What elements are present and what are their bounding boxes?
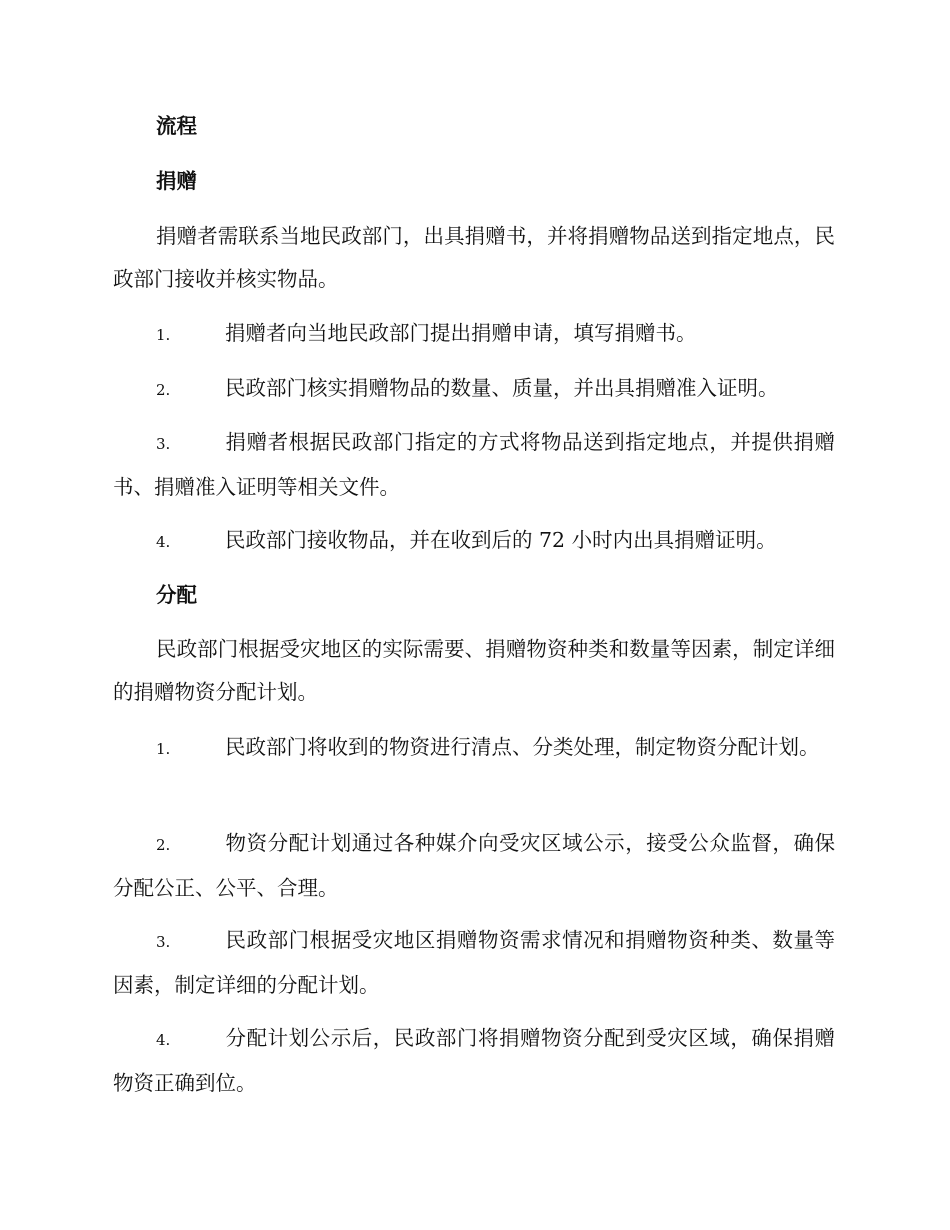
list-number: 4. (156, 533, 171, 551)
distribution-intro-paragraph: 民政部门根据受灾地区的实际需要、捐赠物资种类和数量等因素，制定详细的捐赠物资分配计划。 (113, 637, 835, 704)
list-item-text: 捐赠者根据民政部门指定的方式将物品送到指定地点，并提供捐赠书、捐赠准入证明等相关文件。 (113, 430, 835, 499)
list-number: 3. (156, 933, 171, 951)
distribution-list-item-1 (113, 726, 835, 771)
list-item-text: 民政部门核实捐赠物品的数量、质量，并出具捐赠准入证明。 (225, 376, 779, 400)
donation-list-item-3 (113, 421, 835, 509)
list-item-text: 分配计划公示后，民政部门将捐赠物资分配到受灾区域，确保捐赠物资正确到位。 (113, 1026, 835, 1095)
list-number: 1. (156, 326, 171, 344)
heading-donation: 捐赠 (156, 169, 197, 193)
distribution-list-item-4 (113, 1017, 835, 1105)
distribution-list-item-3 (113, 919, 835, 1007)
donation-intro-paragraph: 捐赠者需联系当地民政部门，出具捐赠书，并将捐赠物品送到指定地点，民政部门接收并核实物品。 (113, 224, 835, 291)
list-number: 2. (156, 381, 171, 399)
list-number: 1. (156, 740, 171, 758)
list-number: 3. (156, 435, 171, 453)
donation-list-item-2 (113, 367, 835, 412)
donation-list-item-1 (113, 312, 835, 357)
list-item-text: 民政部门将收到的物资进行清点、分类处理，制定物资分配计划。 (225, 735, 820, 759)
list-item-text: 民政部门根据受灾地区捐赠物资需求情况和捐赠物资种类、数量等因素，制定详细的分配计划。 (113, 928, 835, 997)
list-number: 2. (156, 836, 171, 854)
list-item-text: 民政部门接收物品，并在收到后的 72 小时内出具捐赠证明。 (225, 528, 777, 552)
list-number: 4. (156, 1031, 171, 1049)
heading-distribution: 分配 (156, 583, 197, 607)
distribution-list-item-2 (113, 822, 835, 910)
donation-list-item-4 (113, 519, 835, 564)
list-item-text: 物资分配计划通过各种媒介向受灾区域公示，接受公众监督，确保分配公正、公平、合理。 (113, 831, 835, 900)
list-item-text: 捐赠者向当地民政部门提出捐赠申请，填写捐赠书。 (225, 321, 697, 345)
heading-process: 流程 (156, 114, 197, 138)
